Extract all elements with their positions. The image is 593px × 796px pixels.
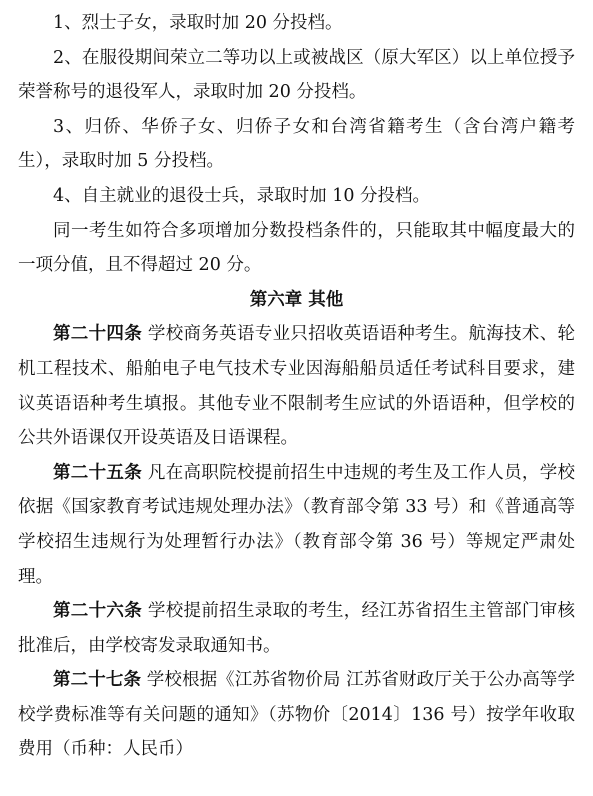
article-26 (18, 594, 575, 663)
article-25 (18, 456, 575, 594)
article-text: 学校根据《江苏省物价局 江苏省财政厅关于公办高等学校学费标准等有关问题的通知》（苏物价〔2014〕136 号）按学年收取费用（币种：人民币） (18, 670, 575, 760)
list-item-4: 4、自主就业的退役士兵，录取时加 10 分投档。 (53, 185, 431, 206)
list-item-1: 1、烈士子女，录取时加 20 分投档。 (53, 13, 343, 33)
article-text: 学校提前招生录取的考生，经江苏省招生主管部门审核批准后，由学校寄发录取通知书。 (18, 601, 576, 656)
bonus-note: 同一考生如符合多项增加分数投档条件的，只能取其中幅度最大的一项分值，且不得超过 20 分。 (18, 220, 575, 276)
article-label: 第二十五条 (53, 462, 143, 483)
article-27 (18, 663, 575, 767)
list-item-3: 3、归侨、华侨子女、归侨子女和台湾省籍考生（含台湾户籍考生），录取时加 5 分投档。 (18, 116, 575, 172)
article-text: 学校商务英语专业只招收英语语种考生。航海技术、轮机工程技术、船舶电子电气技术专业因海船船员适任考试科目要求，建议英语语种考生填报。其他专业不限制考生应试的外语语种，但学校的公共外语课仅开设英语及日语课程。 (18, 324, 576, 449)
article-label: 第二十六条 (53, 601, 143, 622)
article-label: 第二十七条 (53, 670, 142, 691)
list-item-2: 2、在服役期间荣立二等功以上或被战区（原大军区）以上单位授予荣誉称号的退役军人，录取时加 20 分投档。 (18, 47, 575, 103)
chapter-heading: 第六章 其他 (249, 289, 344, 310)
article-text: 凡在高职院校提前招生中违规的考生及工作人员，学校依据《国家教育考试违规处理办法》（教育部令第 33 号）和《普通高等学校招生违规行为处理暂行办法》（教育部令第 36 号）等规定严肃处理。 (18, 462, 576, 587)
article-24 (18, 317, 575, 455)
article-label: 第二十四条 (53, 324, 143, 345)
